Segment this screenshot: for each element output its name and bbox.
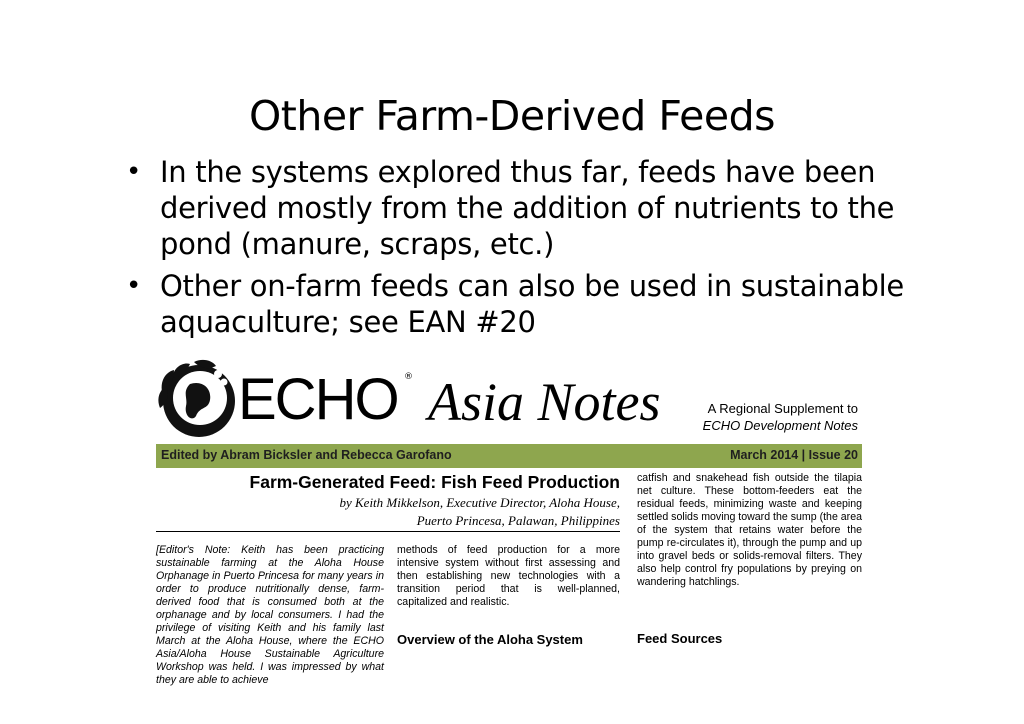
article-title: Farm-Generated Feed: Fish Feed Production <box>249 472 620 492</box>
logo-asia-notes: Asia Notes <box>428 372 661 432</box>
article-byline <box>290 494 620 530</box>
supplement-line-2: ECHO Development Notes <box>702 418 858 433</box>
editors-credit: Edited by Abram Bicksler and Rebecca Garofano <box>161 448 452 462</box>
bullet-list <box>124 154 924 346</box>
article-column-3: catfish and snakehead fish outside the tilapia net culture. These bottom-feeders eat the residual feeds, minimizing waste and keeping settled solids moving toward the sump (the area of the system that retains water before the pump re-circulates it), through the pump and up into gravel beds or solids-removal filters. They also help control fry populations by preying on wandering hatchlings. <box>637 472 862 588</box>
newsletter-clipping <box>156 358 862 686</box>
section-heading-feed-sources: Feed Sources <box>637 631 723 646</box>
bullet-item <box>124 268 924 340</box>
bullet-item <box>124 154 924 262</box>
article-column-2: methods of feed production for a more intensive system without first assessing and then establishing new technologies with a transition period that is well-planned, capitalized and realistic. <box>397 544 620 608</box>
editors-note-column: [Editor's Note: Keith has been practicing sustainable farming at the Aloha House Orphanage in Puerto Princesa for many years in order to produce nutritionally dense, farm-derived food that is consumed both at the orphanage and by local consumers. I had the privilege of visiting Keith and his family last March at the Aloha House, where the ECHO Asia/Aloha House Sustainable Agriculture Workshop was held. I was impressed by what they are able to achieve <box>156 544 384 686</box>
echo-leaf-globe-icon <box>156 358 238 440</box>
registered-mark: ® <box>404 372 413 382</box>
issue-label: March 2014 | Issue 20 <box>730 448 858 462</box>
byline-line-1: by Keith Mikkelson, Executive Director, Aloha House, <box>339 495 620 510</box>
editor-banner <box>156 444 862 468</box>
logo-echo-wordmark: ECHO <box>238 367 398 432</box>
bullet-text: In the systems explored thus far, feeds have been derived mostly from the addition of nutrients to the pond (manure, scraps, etc.) <box>160 155 895 261</box>
bullet-dot: • <box>126 157 142 187</box>
slide-title: Other Farm-Derived Feeds <box>248 92 776 140</box>
byline-line-2: Puerto Princesa, Palawan, Philippines <box>416 513 620 528</box>
bullet-text: Other on-farm feeds can also be used in sustainable aquaculture; see EAN #20 <box>160 269 904 339</box>
supplement-line-1: A Regional Supplement to <box>707 401 858 416</box>
supplement-note <box>703 400 858 434</box>
bullet-dot: • <box>126 271 142 301</box>
divider-rule <box>156 531 620 532</box>
section-heading-overview: Overview of the Aloha System <box>397 632 583 647</box>
